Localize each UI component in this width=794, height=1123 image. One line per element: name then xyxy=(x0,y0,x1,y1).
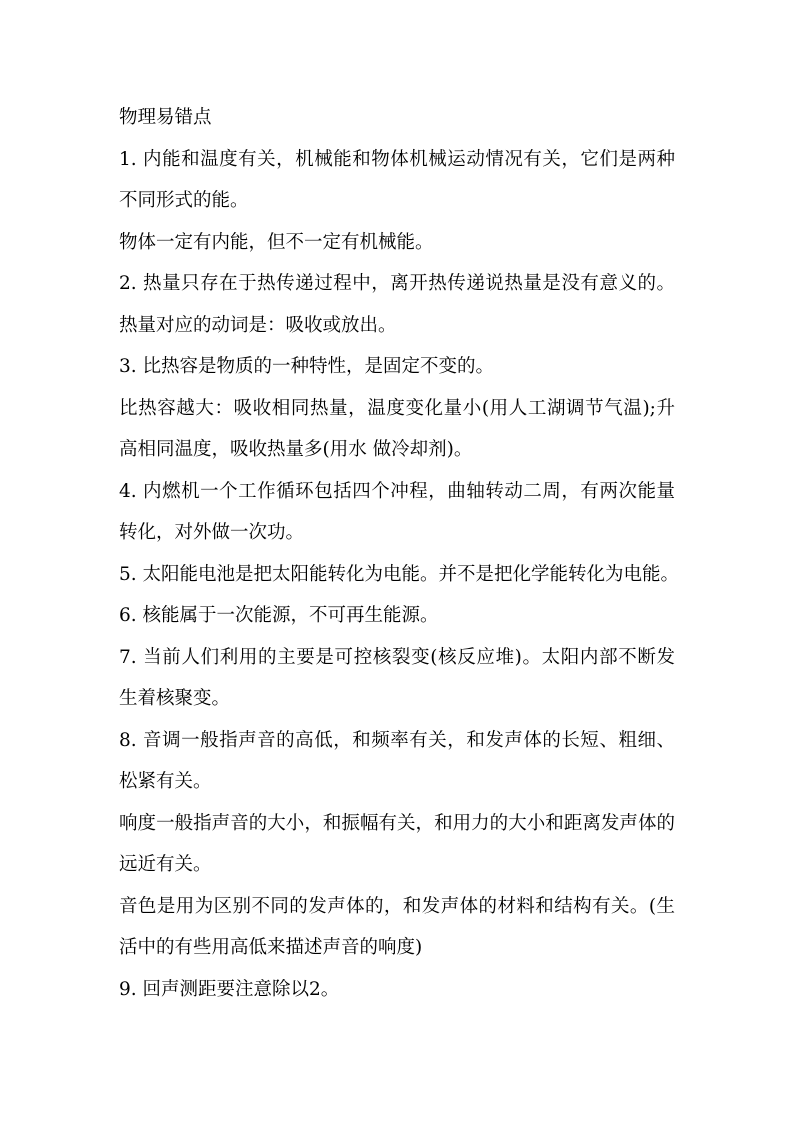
text-line: 5. 太阳能电池是把太阳能转化为电能。并不是把化学能转化为电能。 xyxy=(119,563,680,585)
paragraph-item-8 xyxy=(119,720,675,803)
document-title: 物理易错点 xyxy=(119,107,212,128)
text-line: 6. 核能属于一次能源，不可再生能源。 xyxy=(119,605,439,627)
text-line: 生着核聚变。 xyxy=(119,688,231,710)
paragraph-item-1-note xyxy=(119,222,675,264)
text-line: 响度一般指声音的大小，和振幅有关，和用力的大小和距离发声体的 xyxy=(119,812,675,834)
text-line: 9. 回声测距要注意除以2。 xyxy=(119,978,340,1000)
paragraph-item-9 xyxy=(119,969,675,1011)
text-line: 松紧有关。 xyxy=(119,771,212,793)
text-line: 8. 音调一般指声音的高低，和频率有关，和发声体的长短、粗细、 xyxy=(119,729,675,751)
text-line: 不同形式的能。 xyxy=(119,190,249,212)
paragraph-item-1 xyxy=(119,139,675,222)
text-line: 2. 热量只存在于热传递过程中，离开热传递说热量是没有意义的。 xyxy=(119,273,675,295)
paragraph-item-2-note xyxy=(119,305,675,347)
text-line: 4. 内燃机一个工作循环包括四个冲程，曲轴转动二周，有两次能量 xyxy=(119,480,675,502)
text-line: 热量对应的动词是：吸收或放出。 xyxy=(119,314,397,336)
paragraph-item-6 xyxy=(119,595,675,637)
text-line: 物体一定有内能，但不一定有机械能。 xyxy=(119,231,434,253)
text-line: 远近有关。 xyxy=(119,854,212,876)
paragraph-item-2 xyxy=(119,263,675,305)
text-line: 高相同温度，吸收热量多(用水 做冷却剂)。 xyxy=(119,439,473,461)
paragraph-item-8-loudness xyxy=(119,803,675,886)
text-line: 活中的有些用高低来描述声音的响度) xyxy=(119,937,423,959)
text-line: 1. 内能和温度有关，机械能和物体机械运动情况有关，它们是两种 xyxy=(119,148,675,170)
paragraph-item-8-timbre xyxy=(119,886,675,969)
paragraph-item-5 xyxy=(119,554,680,596)
text-line: 转化，对外做一次功。 xyxy=(119,522,305,544)
document-body xyxy=(119,97,680,1010)
text-line: 音色是用为区别不同的发声体的，和发声体的材料和结构有关。(生 xyxy=(119,895,675,917)
paragraph-item-4 xyxy=(119,471,675,554)
paragraph-item-3-note xyxy=(119,388,675,471)
paragraph-item-7 xyxy=(119,637,675,720)
text-line: 比热容越大：吸收相同热量，温度变化量小(用人工湖调节气温);升 xyxy=(119,397,675,419)
paragraph-item-3 xyxy=(119,346,675,388)
text-line: 3. 比热容是物质的一种特性，是固定不变的。 xyxy=(119,356,495,378)
text-line: 7. 当前人们利用的主要是可控核裂变(核反应堆)。太阳内部不断发 xyxy=(119,646,675,668)
